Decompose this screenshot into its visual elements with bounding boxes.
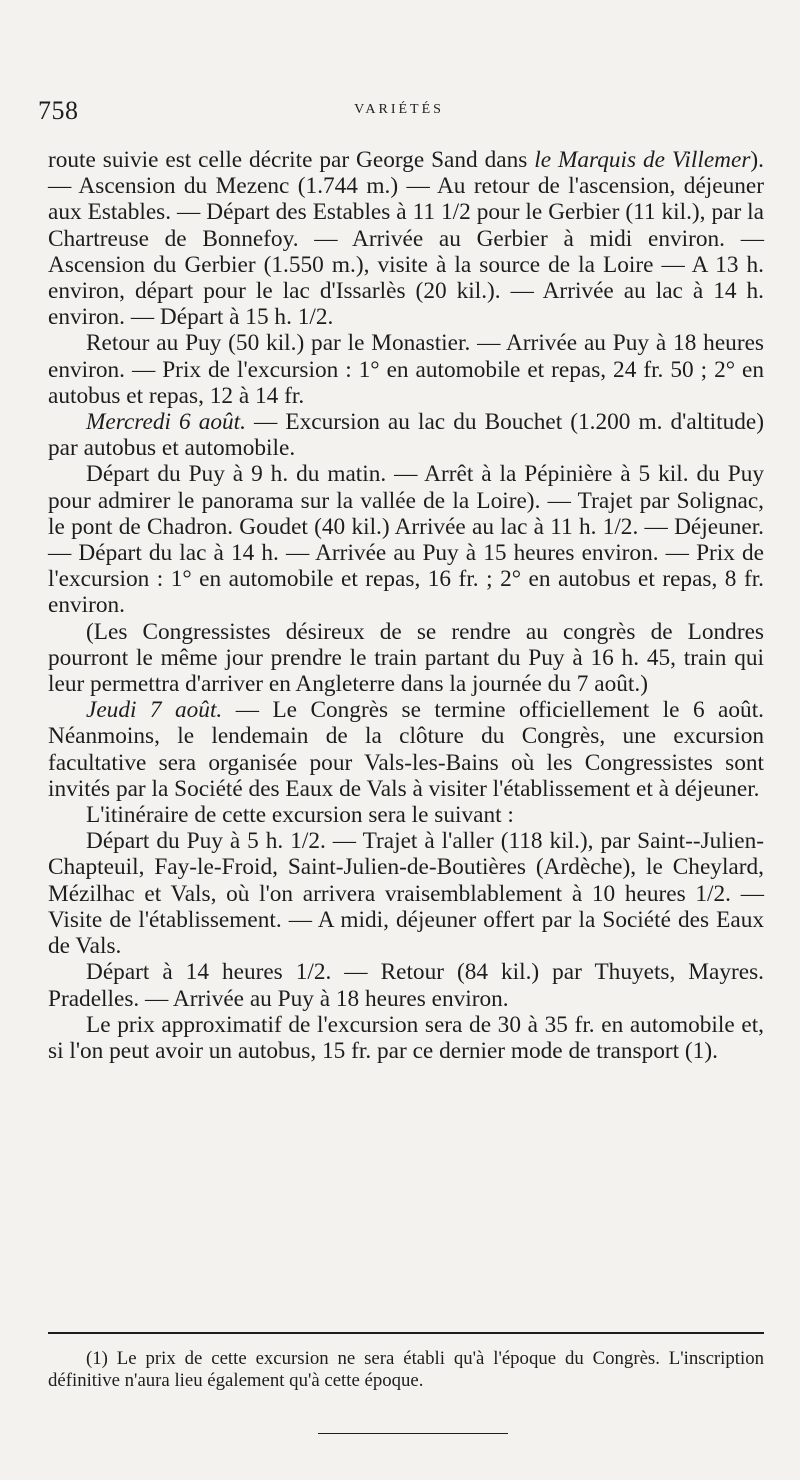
end-rule <box>318 1433 508 1434</box>
body-paragraph <box>48 330 764 409</box>
italic-text: le Marquis de Villemer <box>534 147 751 173</box>
italic-text: Jeudi 7 août. <box>86 697 223 724</box>
body-paragraph <box>48 697 764 802</box>
body-paragraph <box>48 959 764 1011</box>
text-run: L'itinéraire de cette excursion sera le suivant : <box>86 802 514 829</box>
footnote-text: (1) Le prix de cette excursion ne sera établi qu'à l'époque du Congrès. L'inscription définitive n'aura lieu également qu'à cette époque. <box>48 1348 764 1391</box>
text-run: (Les Congressistes désireux de se rendre au congrès de Londres pourront le même jour prendre le train partant du Puy à 16 h. 45, train qui leur permettra d'arriver en Angleterre dans la journée du 7 août.) <box>48 618 764 698</box>
body-paragraph <box>48 147 764 330</box>
body-paragraph <box>48 619 764 698</box>
text-run: route suivie est celle décrite par George Sand dans <box>48 147 535 173</box>
body-paragraph <box>48 802 764 828</box>
text-run: Le prix approximatif de l'excursion sera de 30 à 35 fr. en automobile et, si l'on peut avoir un autobus, 15 fr. par ce dernier mode de transport (1). <box>48 1011 764 1064</box>
footnote-separator <box>48 1332 764 1334</box>
text-run: Retour au Puy (50 kil.) par le Monastier. — Arrivée au Puy à 18 heures environ. — Prix de l'excursion : 1° en automobile et repas, 24 fr. 50 ; 2° en autobus et repas, 12 à 14 fr. <box>48 330 764 409</box>
footnote <box>48 1348 764 1392</box>
page-number: 758 <box>38 96 79 125</box>
text-run: — Excursion au lac du Bouchet (1.200 m. d'altitude) par autobus et automobile. <box>48 409 764 462</box>
body-paragraph <box>48 1012 764 1064</box>
body-paragraph <box>48 828 764 959</box>
body-text <box>48 147 764 1064</box>
text-run: Départ du Puy à 9 h. du matin. — Arrêt à la Pépinière à 5 kil. du Puy pour admirer le panorama sur la vallée de la Loire). — Trajet par Solignac, le pont de Chadron. Goudet (40 kil.) Arrivée au lac à 11 h. 1/2. — Déjeuner. — Départ du lac à 14 h. — Arrivée au Puy à 15 heures environ. — Prix de l'excursion : 1° en automobile et repas, 16 fr. ; 2° en autobus et repas, 8 fr. environ. <box>48 461 764 619</box>
body-paragraph <box>48 461 764 618</box>
text-run: Départ du Puy à 5 h. 1/2. — Trajet à l'aller (118 kil.), par Saint--Julien-Chapteuil, Fay-le-Froid, Saint-Julien-de-Boutières (Ardèche), le Cheylard, Mézilhac et Vals, où l'on arrivera vraisemblablement à 10 heures 1/2. — Visite de l'établissement. — A midi, déjeuner offert par la Société des Eaux de Vals. <box>48 828 764 960</box>
text-run: — Le Congrès se termine officiellement le 6 août. Néanmoins, le lendemain de la clôture du Congrès, une excursion facultative sera organisée pour Vals-les-Bains où les Congressistes sont invités par la Société des Eaux de Vals à visiter l'établissement et à déjeuner. <box>48 697 764 802</box>
text-run: ). — Ascension du Mezenc (1.744 m.) — Au retour de l'ascension, déjeuner aux Estables. — Départ des Estables à 11 1/2 pour le Gerbier (11 kil.), par la Chartreuse de Bonnefoy. — Arrivée au Gerbier à midi environ. — Ascension du Gerbier (1.550 m.), visite à la source de la Loire — A 13 h. environ, départ pour le lac d'Issarlès (20 kil.). — Arrivée au lac à 14 h. environ. — Départ à 15 h. 1/2. <box>48 147 765 331</box>
text-run: Départ à 14 heures 1/2. — Retour (84 kil.) par Thuyets, Mayres. Pradelles. — Arrivée au Puy à 18 heures environ. <box>48 959 764 1012</box>
running-title: VARIÉTÉS <box>354 102 444 117</box>
page-header <box>38 92 760 132</box>
italic-text: Mercredi 6 août. <box>86 409 246 436</box>
body-paragraph <box>48 409 764 461</box>
